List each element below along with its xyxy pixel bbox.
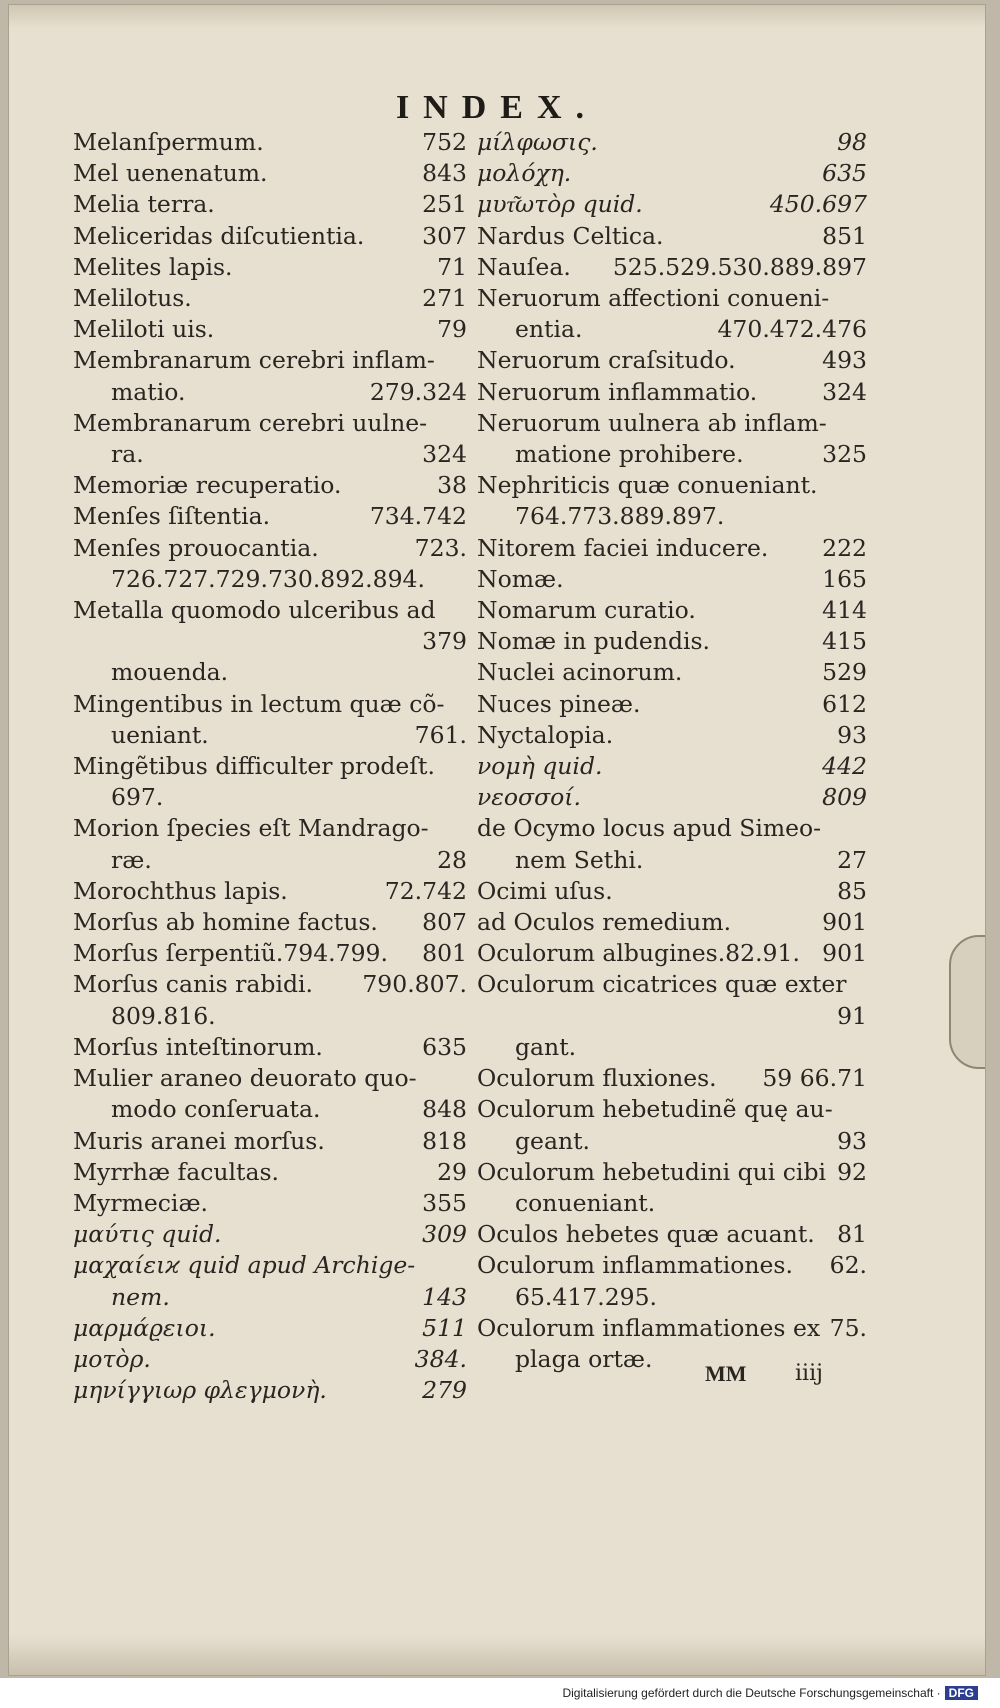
entry-term: νεοσσοί.: [477, 783, 581, 812]
entry-term: de Ocymo locus apud Simeo-: [477, 814, 822, 843]
entry-page: 807: [422, 908, 467, 937]
index-entry: [73, 813, 467, 875]
index-entry: [477, 751, 867, 782]
entry-page: 91: [837, 1001, 867, 1030]
index-entry: [477, 408, 867, 470]
index-entry: [73, 907, 467, 938]
index-entry: [477, 189, 867, 220]
entry-continuation-text: modo conſeruata.: [111, 1095, 321, 1124]
entry-term: Nitorem faciei inducere.: [477, 533, 769, 562]
entry-page: 59 66.71: [762, 1064, 867, 1093]
index-entry: [73, 1032, 467, 1063]
entry-term: Memoriæ recuperatio.: [73, 471, 342, 500]
entry-continuation: [477, 1126, 867, 1157]
entry-page: 92: [837, 1157, 867, 1186]
entry-continuation: [477, 314, 867, 345]
index-entry: [73, 1313, 467, 1344]
entry-continuation: [73, 439, 467, 470]
entry-page: 511: [422, 1313, 467, 1342]
entry-term: Mingentibus in lectum quæ cõ-: [73, 689, 445, 718]
index-entry: [477, 720, 867, 751]
entry-page: 279: [422, 1376, 467, 1405]
entry-term: Nuces pineæ.: [477, 689, 641, 718]
entry-term: Nomæ in pudendis.: [477, 627, 711, 656]
entry-continuation-text: geant.: [515, 1126, 591, 1155]
entry-continuation: mouenda.: [111, 658, 229, 687]
index-entry: [477, 1250, 867, 1312]
scanned-page: [8, 4, 986, 1676]
entry-term: Oculorum fluxiones.: [477, 1064, 717, 1093]
entry-page: 635: [822, 159, 867, 188]
entry-continuation: [477, 439, 867, 470]
signature-mark: iiij: [795, 1361, 823, 1386]
entry-page: 848: [422, 1095, 467, 1124]
index-entry: [477, 595, 867, 626]
index-entry: [477, 782, 867, 813]
entry-term: μαρμάϱειοι.: [73, 1313, 216, 1342]
entry-page: 29: [437, 1157, 467, 1186]
entry-page: 324: [422, 440, 467, 469]
entry-continuation-text: entia.: [515, 315, 583, 344]
entry-page: 801: [422, 939, 467, 968]
entry-continuation-text: 764.773.889.897.: [515, 502, 725, 531]
index-column-left: [73, 127, 467, 1406]
entry-continuation: [73, 1094, 467, 1125]
clasp-shadow: [949, 935, 986, 1069]
entry-term: Ocimi uſus.: [477, 876, 613, 905]
entry-term: Melanſpermum.: [73, 128, 264, 156]
index-entry: [73, 533, 467, 595]
entry-term: Morſus inteſtinorum.: [73, 1032, 323, 1061]
entry-continuation: 726.727.729.730.892.894.: [111, 564, 425, 593]
entry-page: 271: [422, 284, 467, 313]
index-entry: [73, 1219, 467, 1250]
index-entry: [73, 345, 467, 407]
index-entry: [477, 657, 867, 688]
entry-page: 761.: [414, 720, 467, 749]
digitization-footer: [0, 1678, 1000, 1708]
entry-page: 355: [422, 1188, 467, 1217]
index-entry: [477, 1157, 867, 1219]
entry-page: 734.742: [369, 502, 467, 531]
entry-term: Meliloti uis.: [73, 315, 215, 344]
entry-page: 901: [822, 939, 867, 968]
entry-continuation: [73, 782, 467, 813]
entry-page: 384.: [414, 1344, 467, 1373]
index-entry: [73, 127, 467, 158]
entry-page: 843: [422, 159, 467, 188]
index-entry: [73, 408, 467, 470]
index-entry: [477, 813, 867, 875]
entry-page: 309: [422, 1220, 467, 1249]
index-entry: [73, 221, 467, 252]
entry-term: Oculorum hebetudini qui cibi: [477, 1157, 827, 1186]
entry-term: Membranarum cerebri inflam-: [73, 346, 435, 375]
index-entry: [477, 876, 867, 907]
entry-page: 38: [437, 471, 467, 500]
index-entry: [477, 626, 867, 657]
catchword: MM: [705, 1361, 747, 1386]
entry-page: 450.697: [769, 190, 867, 219]
entry-term: Nuclei acinorum.: [477, 658, 683, 687]
index-entry: [477, 252, 867, 283]
entry-page: 307: [422, 221, 467, 250]
entry-page: 85: [837, 876, 867, 905]
entry-page: 324: [822, 377, 867, 406]
entry-continuation: [73, 720, 467, 751]
entry-continuation-text: matio.: [111, 377, 186, 406]
entry-term: Menſes ſiſtentia.: [73, 502, 271, 531]
index-entry: [477, 470, 867, 532]
index-entry: [477, 1219, 867, 1250]
page-edge-stain: [9, 1635, 985, 1675]
entry-term: Morſus ſerpentiũ.794.799.: [73, 939, 388, 968]
entry-page: 851: [822, 221, 867, 250]
entry-term: Metalla quomodo ulceribus ad: [73, 596, 436, 625]
entry-continuation-text: nem Sethi.: [515, 845, 644, 874]
entry-page: 93: [837, 720, 867, 749]
entry-term: Morſus canis rabidi.: [73, 970, 313, 999]
entry-page: 790.807.: [362, 970, 467, 999]
entry-continuation-text: nem.: [111, 1282, 170, 1311]
dfg-logo: DFG: [945, 1686, 978, 1700]
entry-page: 81: [837, 1220, 867, 1249]
entry-term: Nomarum curatio.: [477, 596, 696, 625]
entry-page: 325: [822, 440, 867, 469]
index-entry: [477, 127, 867, 158]
index-entry: [73, 1063, 467, 1125]
index-entry: [73, 158, 467, 189]
entry-page: 414: [822, 596, 867, 625]
index-entry: [73, 252, 467, 283]
entry-page: 612: [822, 689, 867, 718]
entry-term: Muris aranei morſus.: [73, 1126, 325, 1155]
entry-page: 72.742: [384, 876, 467, 905]
index-entry: [477, 969, 867, 1063]
entry-term: Membranarum cerebri uulne-: [73, 408, 428, 437]
entry-page: 279.324: [369, 377, 467, 406]
index-entry: [477, 1094, 867, 1156]
index-entry: [477, 283, 867, 345]
entry-term: Myrrhæ facultas.: [73, 1157, 280, 1186]
entry-term: Nyctalopia.: [477, 720, 614, 749]
index-entry: [73, 314, 467, 345]
entry-term: Nomæ.: [477, 564, 564, 593]
entry-term: μαύτις quid.: [73, 1220, 222, 1249]
entry-term: Morſus ab homine factus.: [73, 908, 378, 937]
index-column-right: [477, 127, 867, 1375]
entry-term: Myrmeciæ.: [73, 1188, 208, 1217]
index-entry: [73, 1375, 467, 1406]
entry-term: μοτὸρ.: [73, 1344, 151, 1373]
entry-term: μηνίγγιωρ φλεγμονὴ.: [73, 1376, 327, 1405]
entry-page: 222: [822, 533, 867, 562]
entry-page: 27: [837, 845, 867, 874]
entry-page: 379: [422, 627, 467, 656]
entry-page: 529: [822, 658, 867, 687]
entry-page: 71: [437, 252, 467, 281]
entry-term: Nephriticis quæ conueniant.: [477, 471, 818, 500]
entry-page: 901: [822, 908, 867, 937]
entry-continuation-text: ueniant.: [111, 720, 209, 749]
index-entry: [73, 189, 467, 220]
entry-continuation: [477, 501, 867, 532]
entry-term: μολόχη.: [477, 159, 572, 188]
entry-page: 62.: [829, 1251, 867, 1280]
index-entry: [477, 533, 867, 564]
entry-continuation: [73, 377, 467, 408]
entry-term: μαχαίειϰ quid apud Archige-: [73, 1251, 416, 1280]
entry-term: Oculorum inflammationes.: [477, 1251, 793, 1280]
entry-term: Melia terra.: [73, 190, 215, 219]
index-entry: [73, 1157, 467, 1188]
index-entry: [73, 470, 467, 501]
entry-page: 493: [822, 346, 867, 375]
entry-term: Menſes prouocantia.: [73, 533, 319, 562]
index-entry: [477, 689, 867, 720]
index-entry: [477, 345, 867, 376]
entry-page: 470.472.476: [717, 315, 867, 344]
entry-continuation: conueniant.: [515, 1188, 656, 1217]
entry-continuation-text: 697.: [111, 783, 164, 812]
index-entry: [477, 158, 867, 189]
entry-page: 251: [422, 190, 467, 219]
index-entry: [477, 377, 867, 408]
index-entry: [73, 969, 467, 1031]
entry-page: 79: [437, 315, 467, 344]
entry-term: Oculorum albugines.82.91.: [477, 939, 800, 968]
index-entry: [73, 501, 467, 532]
entry-term: ad Oculos remedium.: [477, 908, 732, 937]
entry-continuation-text: ra.: [111, 440, 144, 469]
index-entry: [73, 938, 467, 969]
entry-continuation: [73, 1282, 467, 1313]
entry-continuation: 809.816.: [111, 1001, 216, 1030]
index-entry: [73, 283, 467, 314]
entry-term: μυτ͂ωτὸρ quid.: [477, 190, 643, 219]
index-entry: [73, 595, 467, 689]
index-entry: [73, 1344, 467, 1375]
entry-term: Neruorum affectioni conueni-: [477, 284, 830, 313]
entry-page: 723.: [414, 533, 467, 562]
entry-term: Melilotus.: [73, 284, 192, 313]
entry-term: Nauſea.: [477, 252, 571, 281]
entry-page: 143: [422, 1282, 467, 1311]
index-entry: [477, 907, 867, 938]
entry-term: Neruorum craſsitudo.: [477, 346, 736, 375]
entry-term: Oculorum inflammationes ex: [477, 1313, 821, 1342]
entry-term: μίλφωσις.: [477, 128, 598, 156]
entry-page: 818: [422, 1126, 467, 1155]
index-entry: [477, 1063, 867, 1094]
entry-page: 525.529.530.889.897: [612, 252, 867, 281]
entry-term: Mingẽtibus difficulter prodeſt.: [73, 752, 435, 781]
page-heading: INDEX.: [395, 89, 599, 126]
entry-term: Oculorum cicatrices quæ exter: [477, 970, 847, 999]
entry-page: 75.: [829, 1313, 867, 1342]
entry-term: νομὴ quid.: [477, 752, 603, 781]
index-entry: [73, 1250, 467, 1312]
index-entry: [477, 221, 867, 252]
entry-term: Oculos hebetes quæ acuant.: [477, 1220, 815, 1249]
entry-continuation-text: ræ.: [111, 845, 152, 874]
entry-term: Morochthus lapis.: [73, 876, 288, 905]
index-entry: [73, 1126, 467, 1157]
entry-page: 442: [822, 752, 867, 781]
entry-page: 165: [822, 564, 867, 593]
entry-continuation: [477, 845, 867, 876]
page-edge-stain: [9, 5, 985, 29]
entry-term: Neruorum inflammatio.: [477, 377, 758, 406]
entry-page: 752: [422, 128, 467, 156]
entry-continuation-text: matione prohibere.: [515, 440, 744, 469]
index-entry: [73, 876, 467, 907]
entry-term: Oculorum hebetudinẽ quę au-: [477, 1095, 833, 1124]
index-entry: [73, 751, 467, 813]
index-entry: [73, 1188, 467, 1219]
entry-continuation: [73, 845, 467, 876]
entry-term: Meliceridas diſcutientia.: [73, 221, 365, 250]
index-entry: [477, 564, 867, 595]
entry-continuation: gant.: [515, 1032, 577, 1061]
entry-page: 635: [422, 1032, 467, 1061]
entry-page: 98: [837, 128, 867, 156]
entry-term: Morion ſpecies eſt Mandrago-: [73, 814, 429, 843]
entry-continuation: 65.417.295.: [515, 1282, 658, 1311]
entry-term: Neruorum uulnera ab inflam-: [477, 408, 827, 437]
entry-term: Mulier araneo deuorato quo-: [73, 1064, 417, 1093]
entry-term: Nardus Celtica.: [477, 221, 664, 250]
entry-term: Melites lapis.: [73, 252, 233, 281]
index-entry: [477, 938, 867, 969]
entry-page: 809: [822, 783, 867, 812]
entry-page: 93: [837, 1126, 867, 1155]
entry-term: Mel uenenatum.: [73, 159, 268, 188]
index-entry: [73, 689, 467, 751]
entry-continuation: plaga ortæ.: [515, 1344, 653, 1373]
footer-credit: Digitalisierung gefördert durch die Deutsche Forschungsgemeinschaft ·: [562, 1686, 941, 1700]
entry-page: 415: [822, 627, 867, 656]
entry-page: 28: [437, 845, 467, 874]
